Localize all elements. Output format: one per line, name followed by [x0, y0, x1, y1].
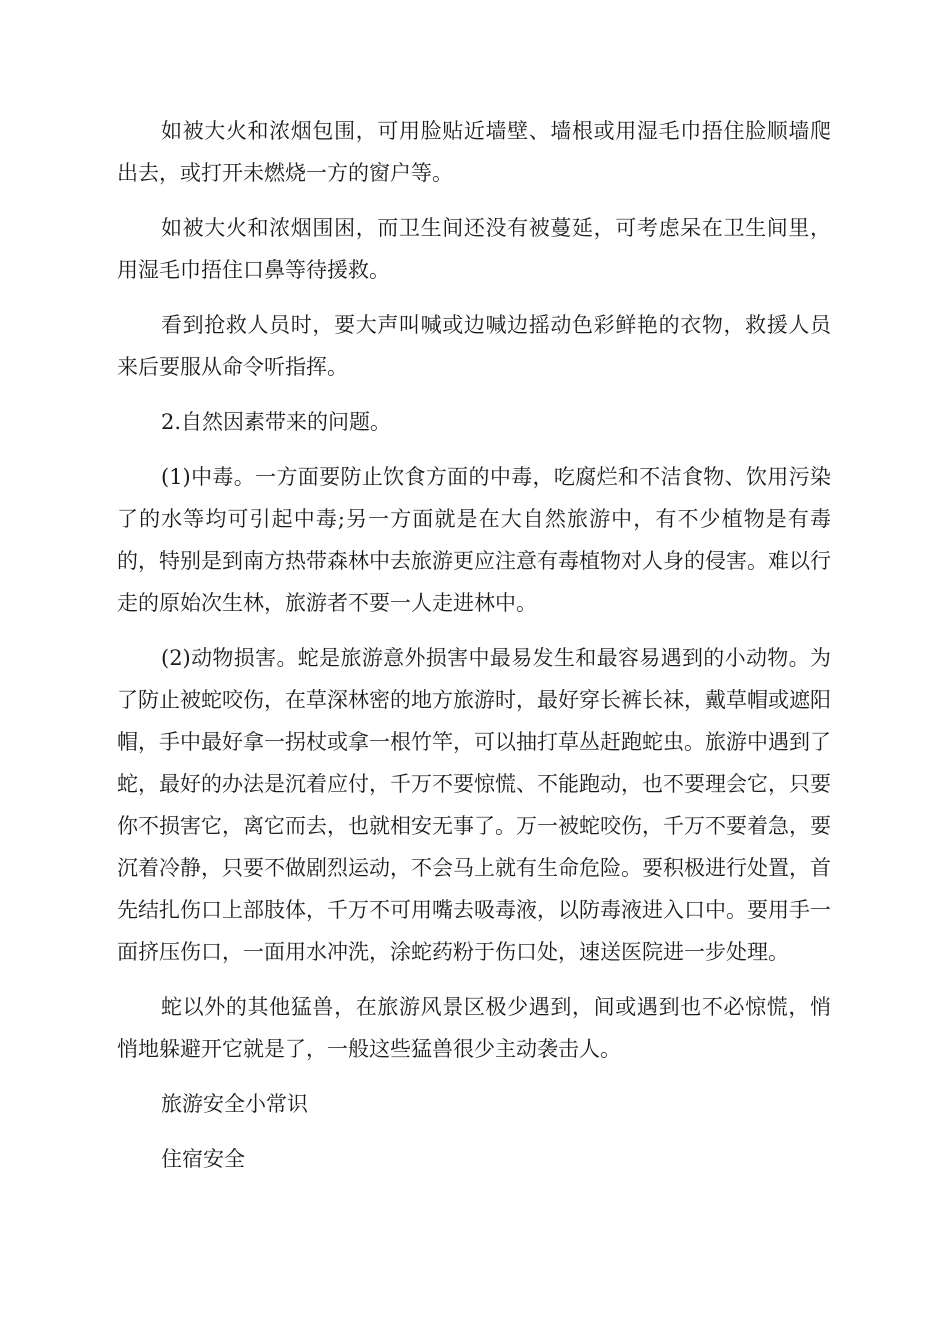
paragraph-poisoning: (1)中毒。一方面要防止饮食方面的中毒，吃腐烂和不洁食物、饮用污染了的水等均可引起中毒;另一方面就是在大自然旅游中，有不少植物是有毒的，特别是到南方热带森林中去旅游更应注意有毒植物对人身的侵害。难以行走的原始次生林，旅游者不要一人走进林中。: [117, 465, 831, 615]
paragraph-fire-bathroom: 如被大火和浓烟围困，而卫生间还没有被蔓延，可考虑呆在卫生间里，用湿毛巾捂住口鼻等待援救。: [117, 216, 831, 282]
heading-travel-safety-tips: 旅游安全小常识: [161, 1092, 308, 1116]
paragraph-fire-escape-wall: 如被大火和浓烟包围，可用脸贴近墙壁、墙根或用湿毛巾捂住脸顺墙爬出去，或打开未燃烧一方的窗户等。: [117, 119, 831, 185]
document-body: [117, 110, 831, 1193]
heading-accommodation-safety: 住宿安全: [161, 1147, 245, 1171]
paragraph-other-beasts: 蛇以外的其他猛兽，在旅游风景区极少遇到，间或遇到也不必惊慌，悄悄地躲避开它就是了，一般这些猛兽很少主动袭击人。: [117, 995, 831, 1061]
section-heading-natural-factors: 2.自然因素带来的问题。: [161, 410, 392, 434]
paragraph-animal-injury: (2)动物损害。蛇是旅游意外损害中最易发生和最容易遇到的小动物。为了防止被蛇咬伤，在草深林密的地方旅游时，最好穿长裤长袜，戴草帽或遮阳帽，手中最好拿一拐杖或拿一根竹竿，可以抽打草丛赶跑蛇虫。旅游中遇到了蛇，最好的办法是沉着应付，千万不要惊慌、不能跑动，也不要理会它，只要你不损害它，离它而去，也就相安无事了。万一被蛇咬伤，千万不要着急，要沉着冷静，只要不做剧烈运动，不会马上就有生命危险。要积极进行处置，首先结扎伤口上部肢体，千万不可用嘴去吸毒液，以防毒液进入口中。要用手一面挤压伤口，一面用水冲洗，涂蛇药粉于伤口处，速送医院进一步处理。: [117, 646, 831, 964]
paragraph-rescue-signal: 看到抢救人员时，要大声叫喊或边喊边摇动色彩鲜艳的衣物，救援人员来后要服从命令听指挥。: [117, 313, 831, 379]
